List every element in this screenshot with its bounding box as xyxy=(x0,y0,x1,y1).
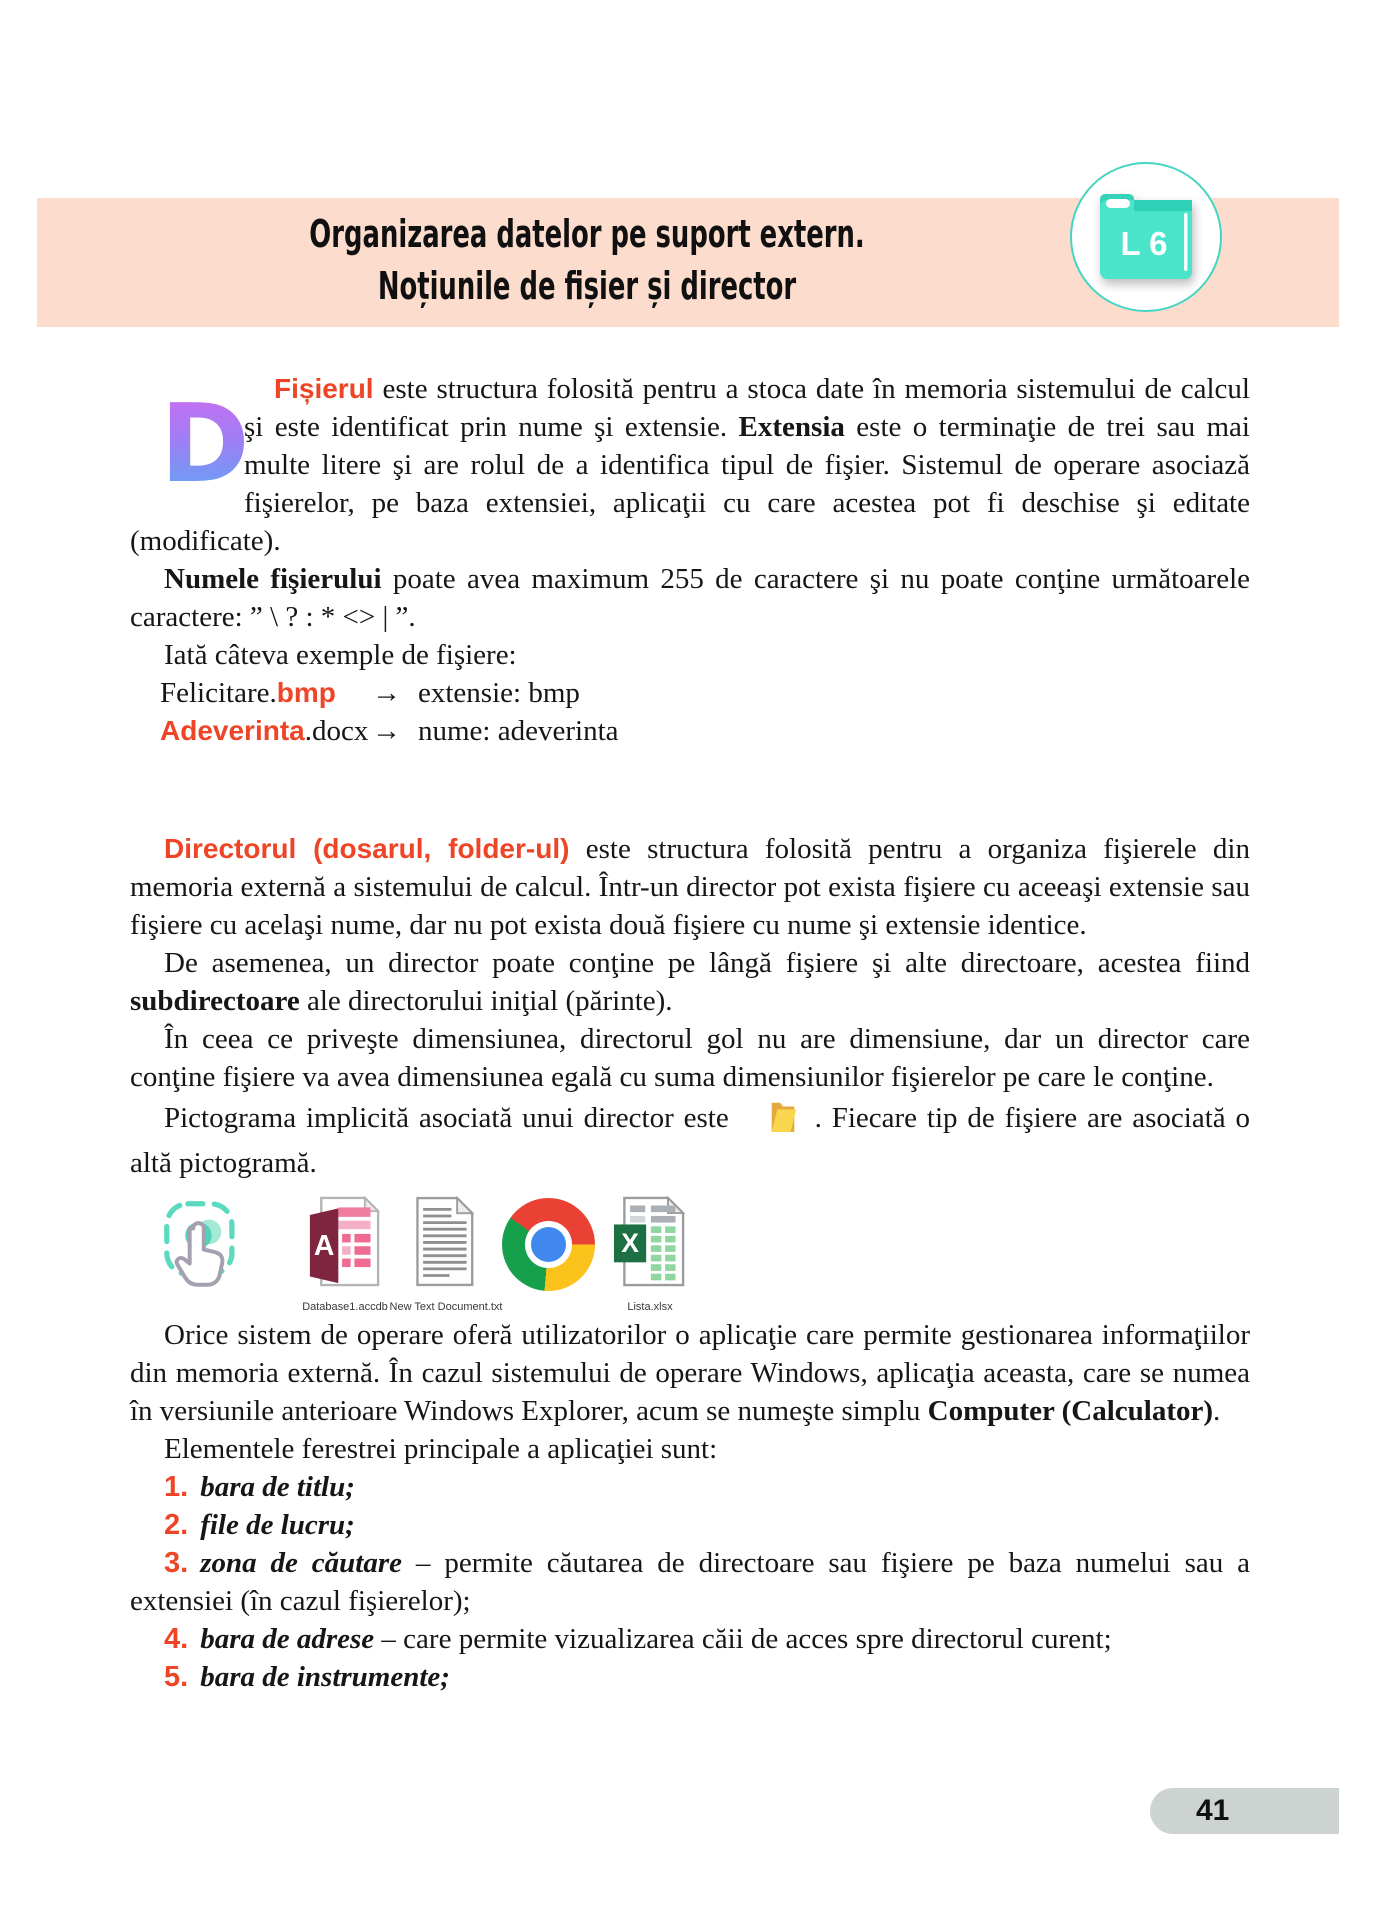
elements-intro: Elementele ferestrei principale a aplicaţiei sunt: xyxy=(164,1433,718,1465)
term-directorul: Directorul (dosarul, folder-ul) xyxy=(164,833,570,864)
list-rest: – permite căutarea de directoare sau fişiere pe baza numelui sau a extensiei (în cazul fişierelor); xyxy=(130,1547,1251,1617)
list-item-2 xyxy=(130,1506,1250,1544)
example-description: nume: adeverinta xyxy=(418,715,619,747)
lesson-badge-label: L 6 xyxy=(1120,225,1168,262)
list-number: 5. xyxy=(164,1661,189,1693)
list-rest: – care permite vizualizarea căii de acces spre directorul curent; xyxy=(374,1623,1112,1655)
paragraph-pictograma xyxy=(130,1096,1250,1182)
list-item-1 xyxy=(130,1468,1250,1506)
list-label: bara de instrumente; xyxy=(200,1661,450,1693)
term-numele-fisierului: Numele fişierului xyxy=(164,563,382,595)
os-text-1: Orice sistem de operare oferă utilizatorilor o aplicaţie care permite gestionarea informaţiilor din memoria externă. În cazul sistemului de operare Windows, aplicaţia aceasta, care se numea în versiunile anterioare Windows Explorer, acum se numeşte simplu xyxy=(130,1319,1250,1427)
term-subdirectoare: subdirectoare xyxy=(130,985,300,1017)
name-rule-text: poate avea maximum 255 de caractere şi nu poate conţine următoarele caractere: ” \ ? : * <> | ”. xyxy=(130,563,1251,633)
example-row-bmp xyxy=(130,674,1250,712)
dropcap-letter: D xyxy=(130,391,250,499)
os-text-2: . xyxy=(1213,1395,1221,1427)
list-item-4 xyxy=(130,1620,1250,1658)
paragraph-dimensiune: În ceea ce priveşte dimensiunea, directorul gol nu are dimensiune, dar un director care conţine fişiere va avea dimensiunea egală cu suma dimensiunilor fişierelor pe care le conţine. xyxy=(130,1023,1250,1093)
list-label: bara de adrese xyxy=(200,1623,375,1655)
filename-base: Felicitare. xyxy=(160,677,277,709)
list-label: zona de căutare xyxy=(200,1547,403,1579)
director-text: este structura folosită pentru a organiza fişierele din memoria externă a sistemului de calcul. Într-un director pot exista fişiere cu aceeaşi extensie sau fişiere cu acelaşi nume, dar nu pot exista două fişiere cu nume şi extensie identice. xyxy=(130,833,1250,941)
list-number: 4. xyxy=(164,1623,189,1655)
text-document-icon xyxy=(408,1196,476,1297)
term-extensia: Extensia xyxy=(738,411,845,443)
chrome-browser-icon xyxy=(502,1198,595,1291)
text-document-label: New Text Document.txt xyxy=(389,1301,503,1313)
example-filename xyxy=(160,674,372,712)
list-number: 3. xyxy=(164,1547,189,1579)
list-item-5 xyxy=(130,1658,1250,1696)
filename-extension: .docx xyxy=(304,715,369,747)
excel-letter: X xyxy=(621,1227,639,1258)
pictograma-text-1: Pictograma implicită asociată unui director este xyxy=(164,1102,729,1134)
example-row-docx xyxy=(130,712,1250,750)
paragraph-subdirectoare xyxy=(130,944,1250,1020)
list-item-3 xyxy=(130,1544,1250,1620)
pictograma-text-2: . Fiecare tip de fişiere are asociată o altă pictogramă. xyxy=(130,1102,1250,1179)
list-label: file de lucru; xyxy=(200,1509,355,1541)
arrow-icon: → xyxy=(372,715,401,747)
example-filename xyxy=(160,712,372,750)
paragraph-directorul xyxy=(130,830,1250,944)
filename-base: Adeverinta xyxy=(160,715,305,746)
chapter-title-line2: Noțiunile de fișier și director xyxy=(377,264,797,308)
paragraph-nume-fisier xyxy=(130,560,1250,636)
list-number: 1. xyxy=(164,1471,189,1503)
term-computer: Computer (Calculator) xyxy=(927,1395,1214,1427)
examples-intro: Iată câteva exemple de fişiere: xyxy=(164,639,517,671)
term-fisierul: Fișierul xyxy=(274,373,374,404)
list-number: 2. xyxy=(164,1509,189,1541)
intro-text-2: este o terminaţie de trei sau mai multe litere şi are rolul de a identifica tipul de fişier. Sistemul de operare asociază fişierelor, pe baza extensiei, aplicaţii cu care acestea pot fi deschise şi editate (modificate). xyxy=(130,411,1250,557)
access-file-icon xyxy=(308,1196,380,1297)
arrow-icon: → xyxy=(372,677,401,709)
subdir-text-1: De asemenea, un director poate conţine pe lângă fişiere şi alte directoare, acestea fiind xyxy=(164,947,1250,979)
page-number-badge: 41 xyxy=(1150,1788,1339,1834)
folder-icon xyxy=(1096,193,1196,281)
paragraph-orice-sistem xyxy=(130,1316,1250,1430)
subdir-text-2: ale directorului iniţial (părinte). xyxy=(299,985,673,1017)
lesson-body xyxy=(130,370,1250,1696)
access-file-label: Database1.accdb xyxy=(302,1301,388,1313)
excel-file-label: Lista.xlsx xyxy=(627,1301,673,1313)
excel-file-icon xyxy=(613,1196,685,1297)
lesson-number-badge xyxy=(1070,162,1222,312)
dropcap-box xyxy=(130,370,250,520)
paragraph-fisierul xyxy=(130,370,1250,560)
tap-gesture-icon xyxy=(158,1196,246,1306)
file-icons-row xyxy=(130,1196,1250,1316)
access-letter: A xyxy=(313,1229,335,1262)
list-label: bara de titlu; xyxy=(200,1471,355,1503)
chapter-title xyxy=(213,208,961,312)
filename-extension: bmp xyxy=(276,677,336,708)
intro-text-1: este structura folosită pentru a stoca date în memoria sistemului de calcul şi este identificat prin nume şi extensie. xyxy=(244,373,1250,443)
yellow-folder-icon xyxy=(733,1096,799,1144)
example-description: extensie: bmp xyxy=(418,677,580,709)
chapter-title-line1: Organizarea datelor pe suport extern. xyxy=(309,212,865,256)
